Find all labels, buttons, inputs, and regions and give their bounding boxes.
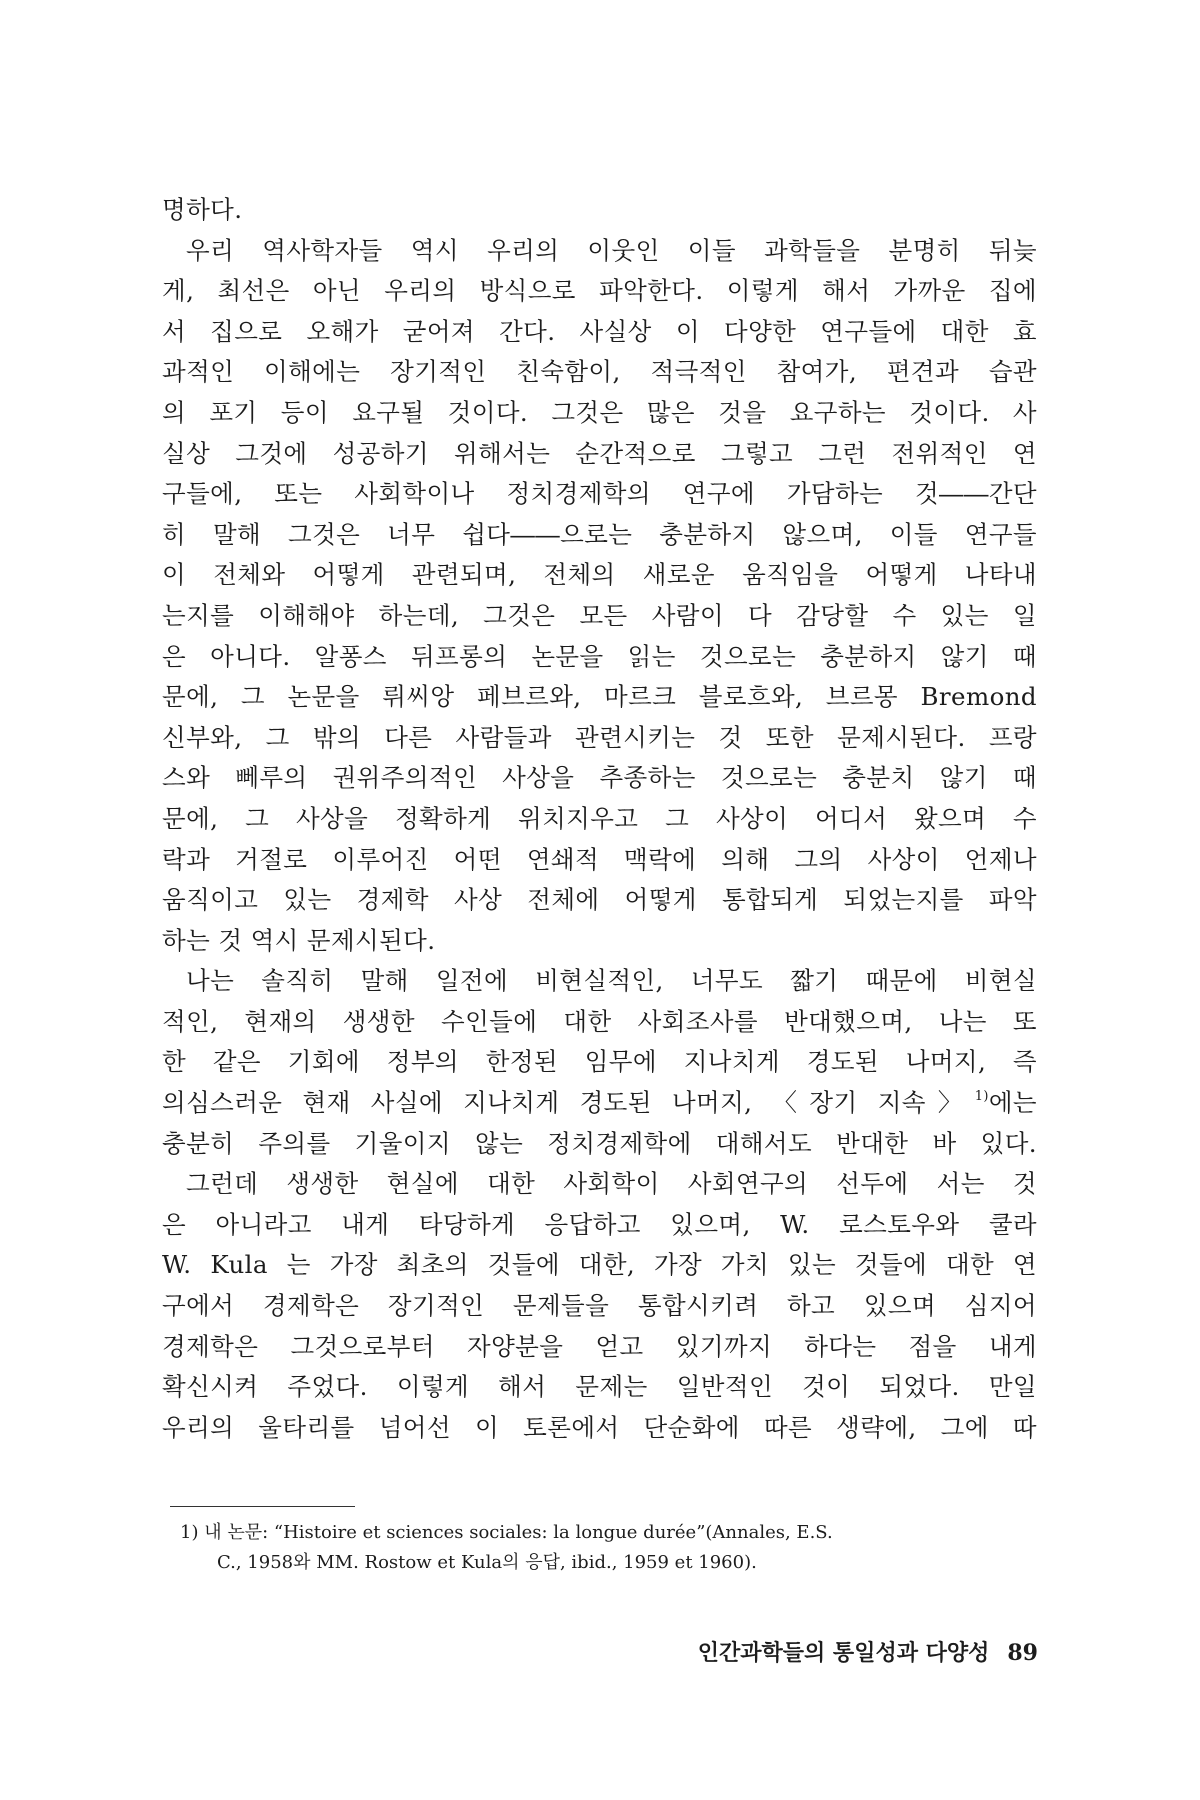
text-line: 스와 뻬루의 권위주의적인 사상을 추종하는 것으로는 충분치 않기 때 [162,763,1037,793]
text-line: 락과 거절로 이루어진 어떤 연쇄적 맥락에 의해 그의 사상이 언제나 [162,844,1037,874]
text-line: 우리 역사학자들 역시 우리의 이웃인 이들 과학들을 분명히 뒤늦 [186,235,1037,265]
text-line: 신부와, 그 밖의 다른 사람들과 관련시키는 것 또한 문제시된다. 프랑 [162,722,1037,752]
text-line-segment: 에는 [988,1088,1037,1118]
text-line [162,1083,1037,1124]
text-line: 는지를 이해해야 하는데, 그것은 모든 사람이 다 감당할 수 있는 일 [162,600,1037,630]
text-line: 움직이고 있는 경제학 사상 전체에 어떻게 통합되게 되었는지를 파악 [162,885,1037,915]
text-line: 이 전체와 어떻게 관련되며, 전체의 새로운 움직임을 어떻게 나타내 [162,560,1037,590]
text-line: 문에, 그 사상을 정확하게 위치지우고 그 사상이 어디서 왔으며 수 [162,803,1037,833]
body-text [162,190,1037,1448]
text-line: 의 포기 등이 요구될 것이다. 그것은 많은 것을 요구하는 것이다. 사 [162,397,1037,427]
text-line: 실상 그것에 성공하기 위해서는 순간적으로 그렇고 그런 전위적인 연 [162,438,1037,468]
footnote-marker: 1) [180,1522,199,1543]
footnote-divider [170,1506,355,1507]
text-line: 구들에, 또는 사회학이나 정치경제학의 연구에 가담하는 것――간단 [162,479,1037,509]
text-line: 한 같은 기회에 정부의 한정된 임무에 지나치게 경도된 나머지, 즉 [162,1047,1037,1077]
footnote-continuation: C., 1958와 MM. Rostow et Kula의 응답, ibid., 1959 et 1960). [217,1552,757,1573]
text-line: 충분히 주의를 기울이지 않는 정치경제학에 대해서도 반대한 바 있다. [162,1128,1037,1158]
text-line: 적인, 현재의 생생한 수인들에 대한 사회조사를 반대했으며, 나는 또 [162,1006,1037,1036]
footnote-reference: 1) [974,1089,989,1105]
text-line: 우리의 울타리를 넘어선 이 토론에서 단순화에 따른 생략에, 그에 따 [162,1412,1037,1442]
text-line-segment: 의심스러운 현재 사실에 지나치게 경도된 나머지, 〈장기 지속〉 [162,1088,975,1118]
footnote [180,1518,1040,1548]
text-line: 그런데 생생한 현실에 대한 사회학이 사회연구의 선두에 서는 것 [186,1169,1037,1199]
text-line: 서 집으로 오해가 굳어져 간다. 사실상 이 다양한 연구들에 대한 효 [162,316,1037,346]
text-line: W. Kula 는 가장 최초의 것들에 대한, 가장 가치 있는 것들에 대한 연 [162,1250,1037,1280]
text-line: 구에서 경제학은 장기적인 문제들을 통합시키려 하고 있으며 심지어 [162,1291,1037,1321]
text-line: 히 말해 그것은 너무 쉽다――으로는 충분하지 않으며, 이들 연구들 [162,519,1037,549]
text-line: 나는 솔직히 말해 일전에 비현실적인, 너무도 짧기 때문에 비현실 [186,966,1037,996]
text-line: 과적인 이해에는 장기적인 친숙함이, 적극적인 참여가, 편견과 습관 [162,357,1037,387]
text-line: 문에, 그 논문을 뤼씨앙 페브르와, 마르크 블로흐와, 브르몽 Bremond [162,682,1037,712]
running-title: 인간과학들의 통일성과 다양성 [697,1640,990,1666]
text-line: 은 아니라고 내게 타당하게 응답하고 있으며, W. 로스토우와 쿨라 [162,1209,1037,1239]
footnote-text: 내 논문: “Histoire et sciences sociales: la longue durée”(Annales, E.S. [204,1522,833,1543]
text-line: 경제학은 그것으로부터 자양분을 얻고 있기까지 하다는 점을 내게 [162,1331,1037,1361]
text-line: 확신시켜 주었다. 이렇게 해서 문제는 일반적인 것이 되었다. 만일 [162,1372,1037,1402]
text-line: 명하다. [162,195,243,224]
footnotes [180,1518,1040,1578]
page-number: 89 [1007,1640,1038,1666]
page-footer [698,1636,1038,1667]
text-line: 하는 것 역시 문제시된다. [162,925,436,955]
text-line: 은 아니다. 알퐁스 뒤프롱의 논문을 읽는 것으로는 충분하지 않기 때 [162,641,1037,671]
text-line: 게, 최선은 아닌 우리의 방식으로 파악한다. 이렇게 해서 가까운 집에 [162,276,1037,306]
